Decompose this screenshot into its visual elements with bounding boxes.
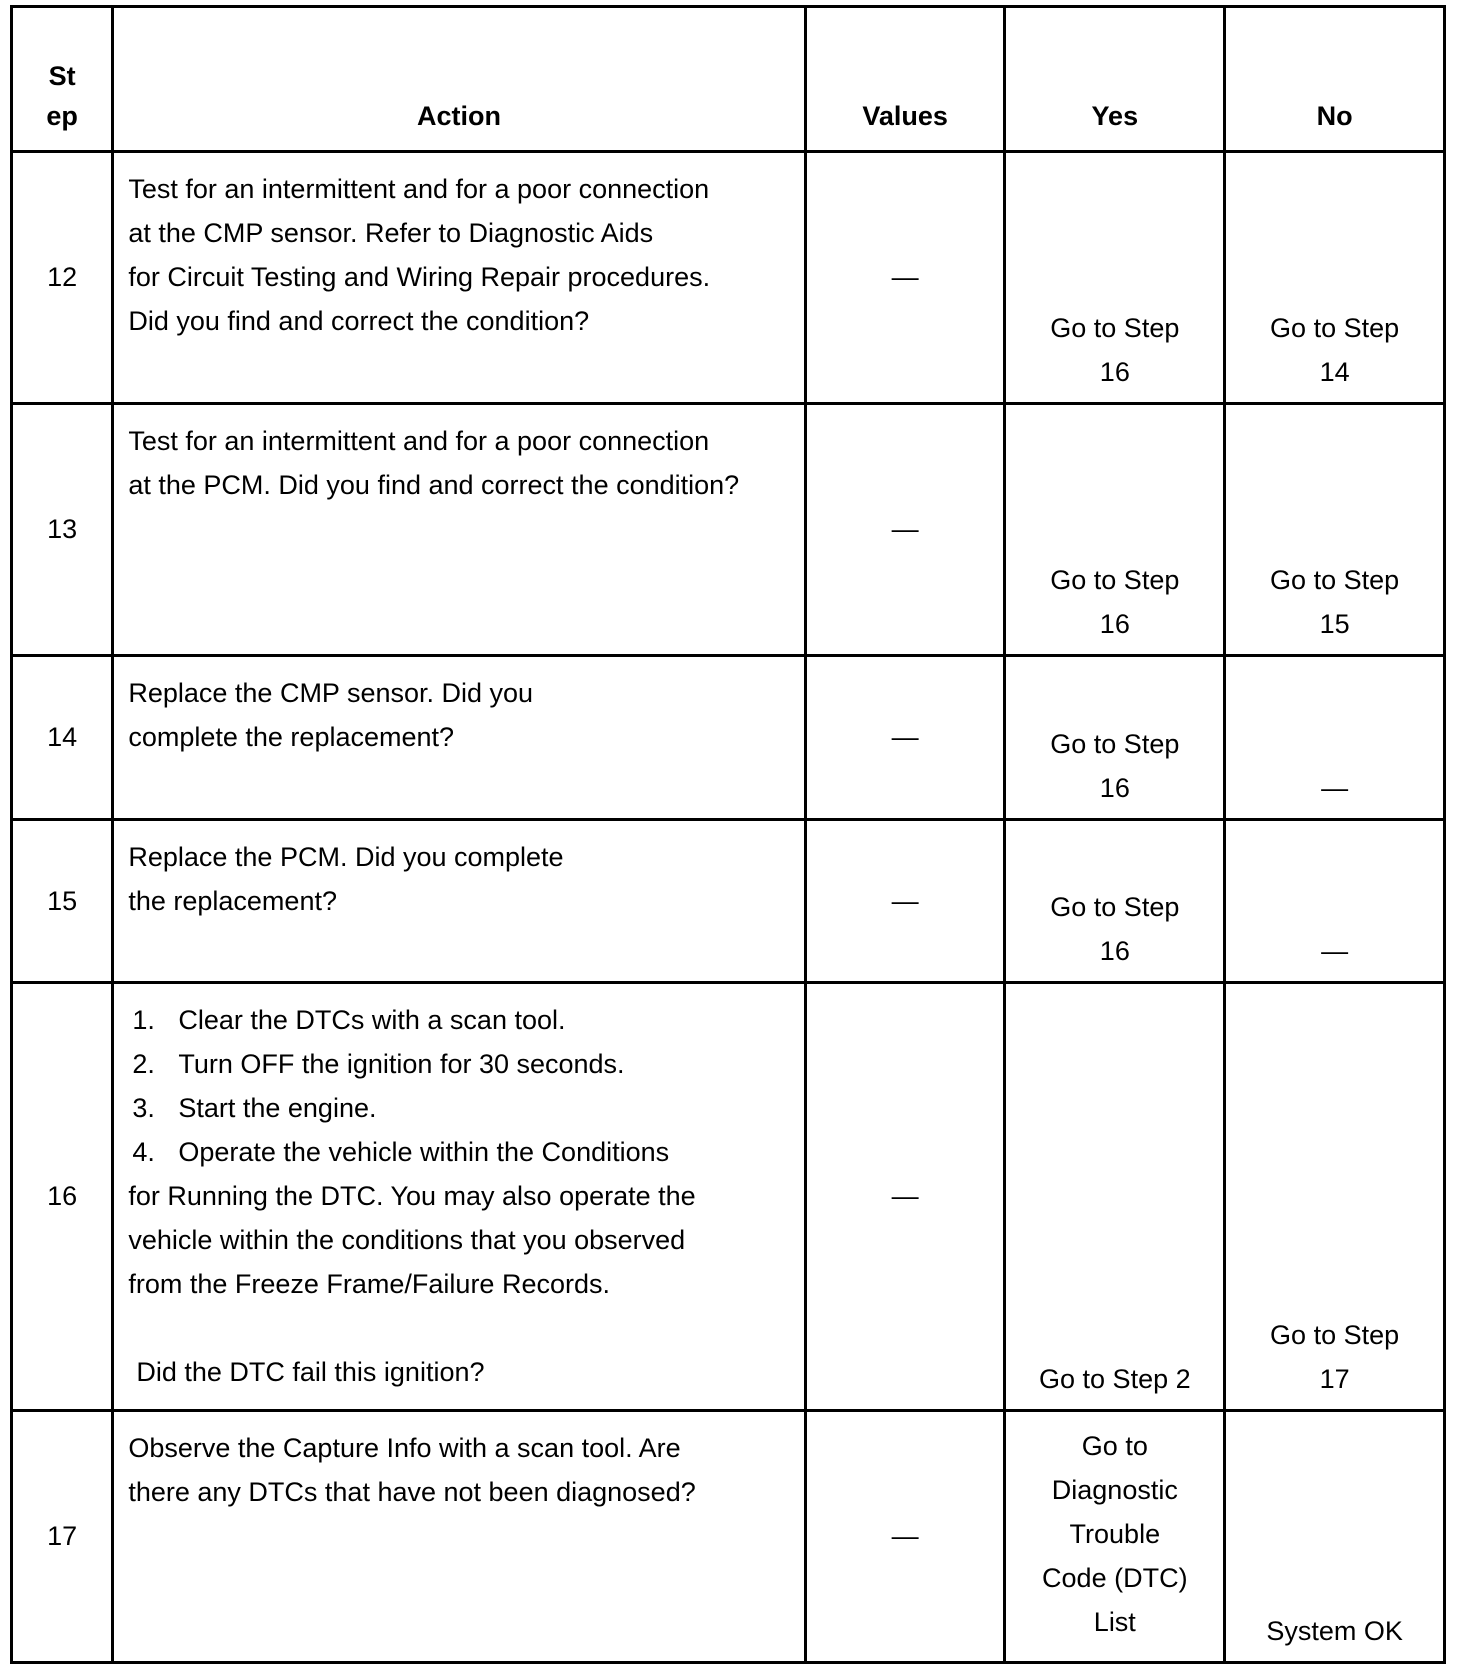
- action-list-item: [128, 1130, 789, 1174]
- list-text: Start the engine.: [178, 1093, 377, 1123]
- table-row: [12, 1411, 1445, 1663]
- yes-line: 16: [1099, 357, 1130, 387]
- list-text: Clear the DTCs with a scan tool.: [178, 1005, 566, 1035]
- no-line: —: [1321, 773, 1349, 803]
- no-line: 15: [1319, 609, 1350, 639]
- header-yes: [1005, 7, 1225, 152]
- yes-cell: [1005, 152, 1225, 404]
- no-cell: [1225, 820, 1445, 983]
- list-number: 1.: [132, 1005, 155, 1035]
- yes-line: 16: [1099, 609, 1130, 639]
- action-line: from the Freeze Frame/Failure Records.: [128, 1269, 610, 1299]
- action-list-item: [128, 998, 789, 1042]
- yes-line: 16: [1099, 936, 1130, 966]
- action-line: Replace the CMP sensor. Did you: [128, 678, 534, 708]
- step-number: 13: [12, 404, 113, 656]
- yes-cell: [1005, 404, 1225, 656]
- list-text: Operate the vehicle within the Conditions: [178, 1137, 670, 1167]
- yes-line: Go to Step: [1050, 892, 1180, 922]
- step-number: 17: [12, 1411, 113, 1663]
- yes-cell: [1005, 1411, 1225, 1663]
- action-line: Did you find and correct the condition?: [128, 306, 590, 336]
- action-line: there any DTCs that have not been diagnosed?: [128, 1477, 696, 1507]
- action-line: for Running the DTC. You may also operate the: [128, 1181, 696, 1211]
- header-step-line1: St: [48, 61, 76, 91]
- values-cell: —: [805, 152, 1005, 404]
- header-values-label: Values: [862, 101, 948, 131]
- no-line: Go to Step: [1270, 1320, 1400, 1350]
- header-values: [805, 7, 1005, 152]
- no-line: 14: [1319, 357, 1350, 387]
- no-line: 17: [1319, 1364, 1350, 1394]
- no-line: Go to Step: [1270, 565, 1400, 595]
- action-line: vehicle within the conditions that you observed: [128, 1225, 686, 1255]
- no-line: System OK: [1266, 1616, 1403, 1646]
- action-line: the replacement?: [128, 886, 337, 916]
- action-cell: [113, 1411, 805, 1663]
- no-cell: [1225, 983, 1445, 1411]
- yes-line: 16: [1099, 773, 1130, 803]
- action-list-item: [128, 1042, 789, 1086]
- table-row: [12, 656, 1445, 820]
- values-cell: —: [805, 1411, 1005, 1663]
- yes-line: Go to Step 2: [1039, 1364, 1191, 1394]
- yes-line: Diagnostic: [1051, 1475, 1178, 1505]
- table-row: [12, 820, 1445, 983]
- values-cell: —: [805, 656, 1005, 820]
- table-row: [12, 404, 1445, 656]
- values-cell: —: [805, 983, 1005, 1411]
- action-cell: [113, 983, 805, 1411]
- action-cell: [113, 152, 805, 404]
- action-line: at the CMP sensor. Refer to Diagnostic Aids: [128, 218, 654, 248]
- list-number: 2.: [132, 1049, 155, 1079]
- no-line: Go to Step: [1270, 313, 1400, 343]
- table-row: [12, 983, 1445, 1411]
- values-cell: —: [805, 404, 1005, 656]
- yes-cell: [1005, 983, 1225, 1411]
- yes-line: Trouble: [1069, 1519, 1161, 1549]
- action-cell: [113, 656, 805, 820]
- action-line: at the PCM. Did you find and correct the condition?: [128, 470, 740, 500]
- step-number: 15: [12, 820, 113, 983]
- action-cell: [113, 820, 805, 983]
- step-number: 14: [12, 656, 113, 820]
- values-cell: —: [805, 820, 1005, 983]
- diagnostic-table: [10, 5, 1446, 1664]
- yes-line: List: [1093, 1607, 1136, 1637]
- action-line: for Circuit Testing and Wiring Repair procedures.: [128, 262, 711, 292]
- yes-cell: [1005, 820, 1225, 983]
- no-cell: [1225, 404, 1445, 656]
- no-cell: [1225, 656, 1445, 820]
- action-question: Did the DTC fail this ignition?: [136, 1357, 485, 1387]
- yes-line: Go to Step: [1050, 729, 1180, 759]
- no-line: —: [1321, 936, 1349, 966]
- header-no: [1225, 7, 1445, 152]
- yes-line: Go to: [1081, 1431, 1148, 1461]
- header-no-label: No: [1316, 101, 1353, 131]
- step-number: 16: [12, 983, 113, 1411]
- list-number: 3.: [132, 1093, 155, 1123]
- action-cell: [113, 404, 805, 656]
- action-line: Test for an intermittent and for a poor connection: [128, 174, 710, 204]
- step-number: 12: [12, 152, 113, 404]
- action-list-item: [128, 1086, 789, 1130]
- no-cell: [1225, 1411, 1445, 1663]
- header-yes-label: Yes: [1091, 101, 1139, 131]
- action-line: Test for an intermittent and for a poor connection: [128, 426, 710, 456]
- yes-cell: [1005, 656, 1225, 820]
- yes-line: Code (DTC): [1042, 1563, 1188, 1593]
- header-action: [113, 7, 805, 152]
- yes-line: Go to Step: [1050, 313, 1180, 343]
- list-number: 4.: [132, 1137, 155, 1167]
- header-step: [12, 7, 113, 152]
- header-row: [12, 7, 1445, 152]
- action-line: Replace the PCM. Did you complete: [128, 842, 564, 872]
- yes-line: Go to Step: [1050, 565, 1180, 595]
- header-action-label: Action: [417, 101, 502, 131]
- list-text: Turn OFF the ignition for 30 seconds.: [178, 1049, 625, 1079]
- action-line: Observe the Capture Info with a scan tool. Are: [128, 1433, 681, 1463]
- action-line: complete the replacement?: [128, 722, 455, 752]
- no-cell: [1225, 152, 1445, 404]
- header-step-line2: ep: [46, 101, 78, 131]
- table-row: [12, 152, 1445, 404]
